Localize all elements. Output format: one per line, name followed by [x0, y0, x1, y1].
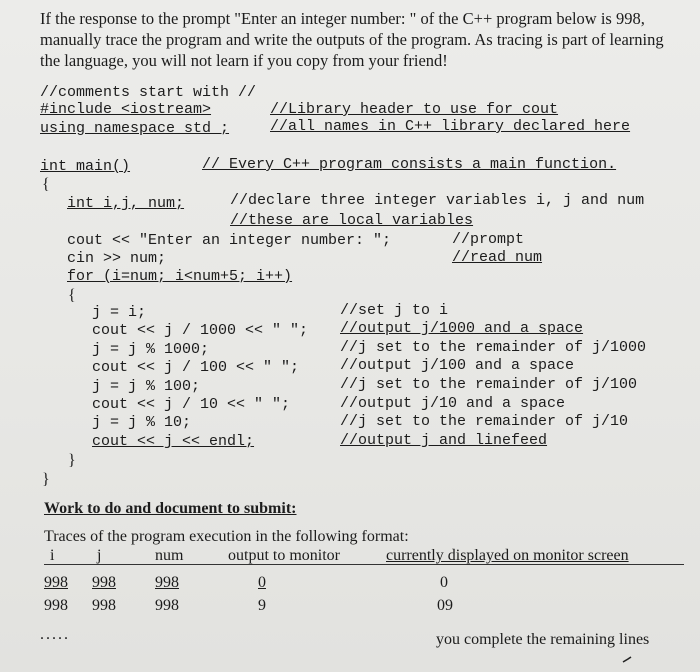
table-cell-num: 998 [155, 574, 179, 591]
table-cell-j: 998 [92, 597, 116, 614]
column-header-output: output to monitor [228, 547, 340, 564]
code-loop-line: j = j % 100; [92, 378, 201, 395]
column-header-i: i [50, 547, 55, 564]
table-cell-output: 0 [258, 574, 266, 591]
code-main-line: int main() [40, 158, 131, 175]
trace-description: Traces of the program execution in the following format: [44, 528, 409, 545]
work-heading: Work to do and document to submit: [44, 500, 297, 517]
for-open-brace: { [68, 287, 76, 304]
table-cell-screen: 09 [437, 597, 453, 614]
code-loop-line: cout << j / 1000 << " "; [92, 322, 309, 339]
instructions-paragraph: If the response to the prompt "Enter an integer number: " of the C++ program below is 998, manually trace the program and write the outputs of the program. As tracing is part of learning the language, you will not learn if you copy from your friend! [40, 9, 664, 70]
table-cell-i: 998 [44, 597, 68, 614]
table-cell-num: 998 [155, 597, 179, 614]
code-include-comment: //Library header to use for cout [270, 101, 559, 118]
code-namespace-line: using namespace std ; [40, 120, 230, 137]
code-loop-comment: //output j/10 and a space [340, 395, 566, 412]
column-header-j: j [97, 547, 102, 564]
code-loop-comment: //set j to i [340, 302, 449, 319]
code-loop-line: j = j % 10; [92, 414, 192, 431]
code-loop-line: cout << j << endl; [92, 433, 255, 450]
table-cell-output: 9 [258, 597, 266, 614]
table-cell-j: 998 [92, 574, 116, 591]
code-loop-comment: //j set to the remainder of j/1000 [340, 339, 647, 356]
table-cell-screen: 0 [440, 574, 448, 591]
code-declare-line: int i,j, num; [67, 195, 185, 212]
code-loop-comment: //output j/100 and a space [340, 357, 575, 374]
code-for-line: for (i=num; i<num+5; i++) [67, 268, 293, 285]
code-loop-line: j = j % 1000; [92, 341, 210, 358]
remaining-lines-note: you complete the remaining lines [436, 631, 650, 648]
code-include-line: #include <iostream> [40, 101, 212, 118]
column-header-num: num [155, 547, 184, 564]
column-header-screen: currently displayed on monitor screen [386, 547, 629, 564]
code-loop-line: cout << j / 100 << " "; [92, 359, 300, 376]
continuation-dots: ..... [40, 626, 70, 643]
main-open-brace: { [42, 176, 50, 193]
code-loop-comment: //output j and linefeed [340, 432, 548, 449]
code-namespace-comment: //all names in C++ library declared here [270, 118, 631, 135]
code-main-comment: // Every C++ program consists a main function. [202, 156, 617, 173]
code-prompt-line: cout << "Enter an integer number: "; [67, 232, 392, 249]
code-loop-line: j = i; [92, 304, 147, 321]
code-local-comment: //these are local variables [230, 212, 474, 229]
pen-mark-icon [622, 656, 632, 663]
table-divider [44, 564, 684, 565]
code-loop-comment: //output j/1000 and a space [340, 320, 584, 337]
code-cin-comment: //read num [452, 249, 543, 266]
for-close-brace: } [68, 452, 76, 469]
code-loop-line: cout << j / 10 << " "; [92, 396, 291, 413]
table-cell-i: 998 [44, 574, 68, 591]
code-loop-comment: //j set to the remainder of j/100 [340, 376, 638, 393]
code-prompt-comment: //prompt [452, 231, 525, 248]
code-comment-line: //comments start with // [40, 84, 257, 101]
main-close-brace: } [42, 471, 50, 488]
code-declare-comment: //declare three integer variables i, j and num [230, 192, 645, 209]
code-cin-line: cin >> num; [67, 250, 167, 267]
code-loop-comment: //j set to the remainder of j/10 [340, 413, 629, 430]
